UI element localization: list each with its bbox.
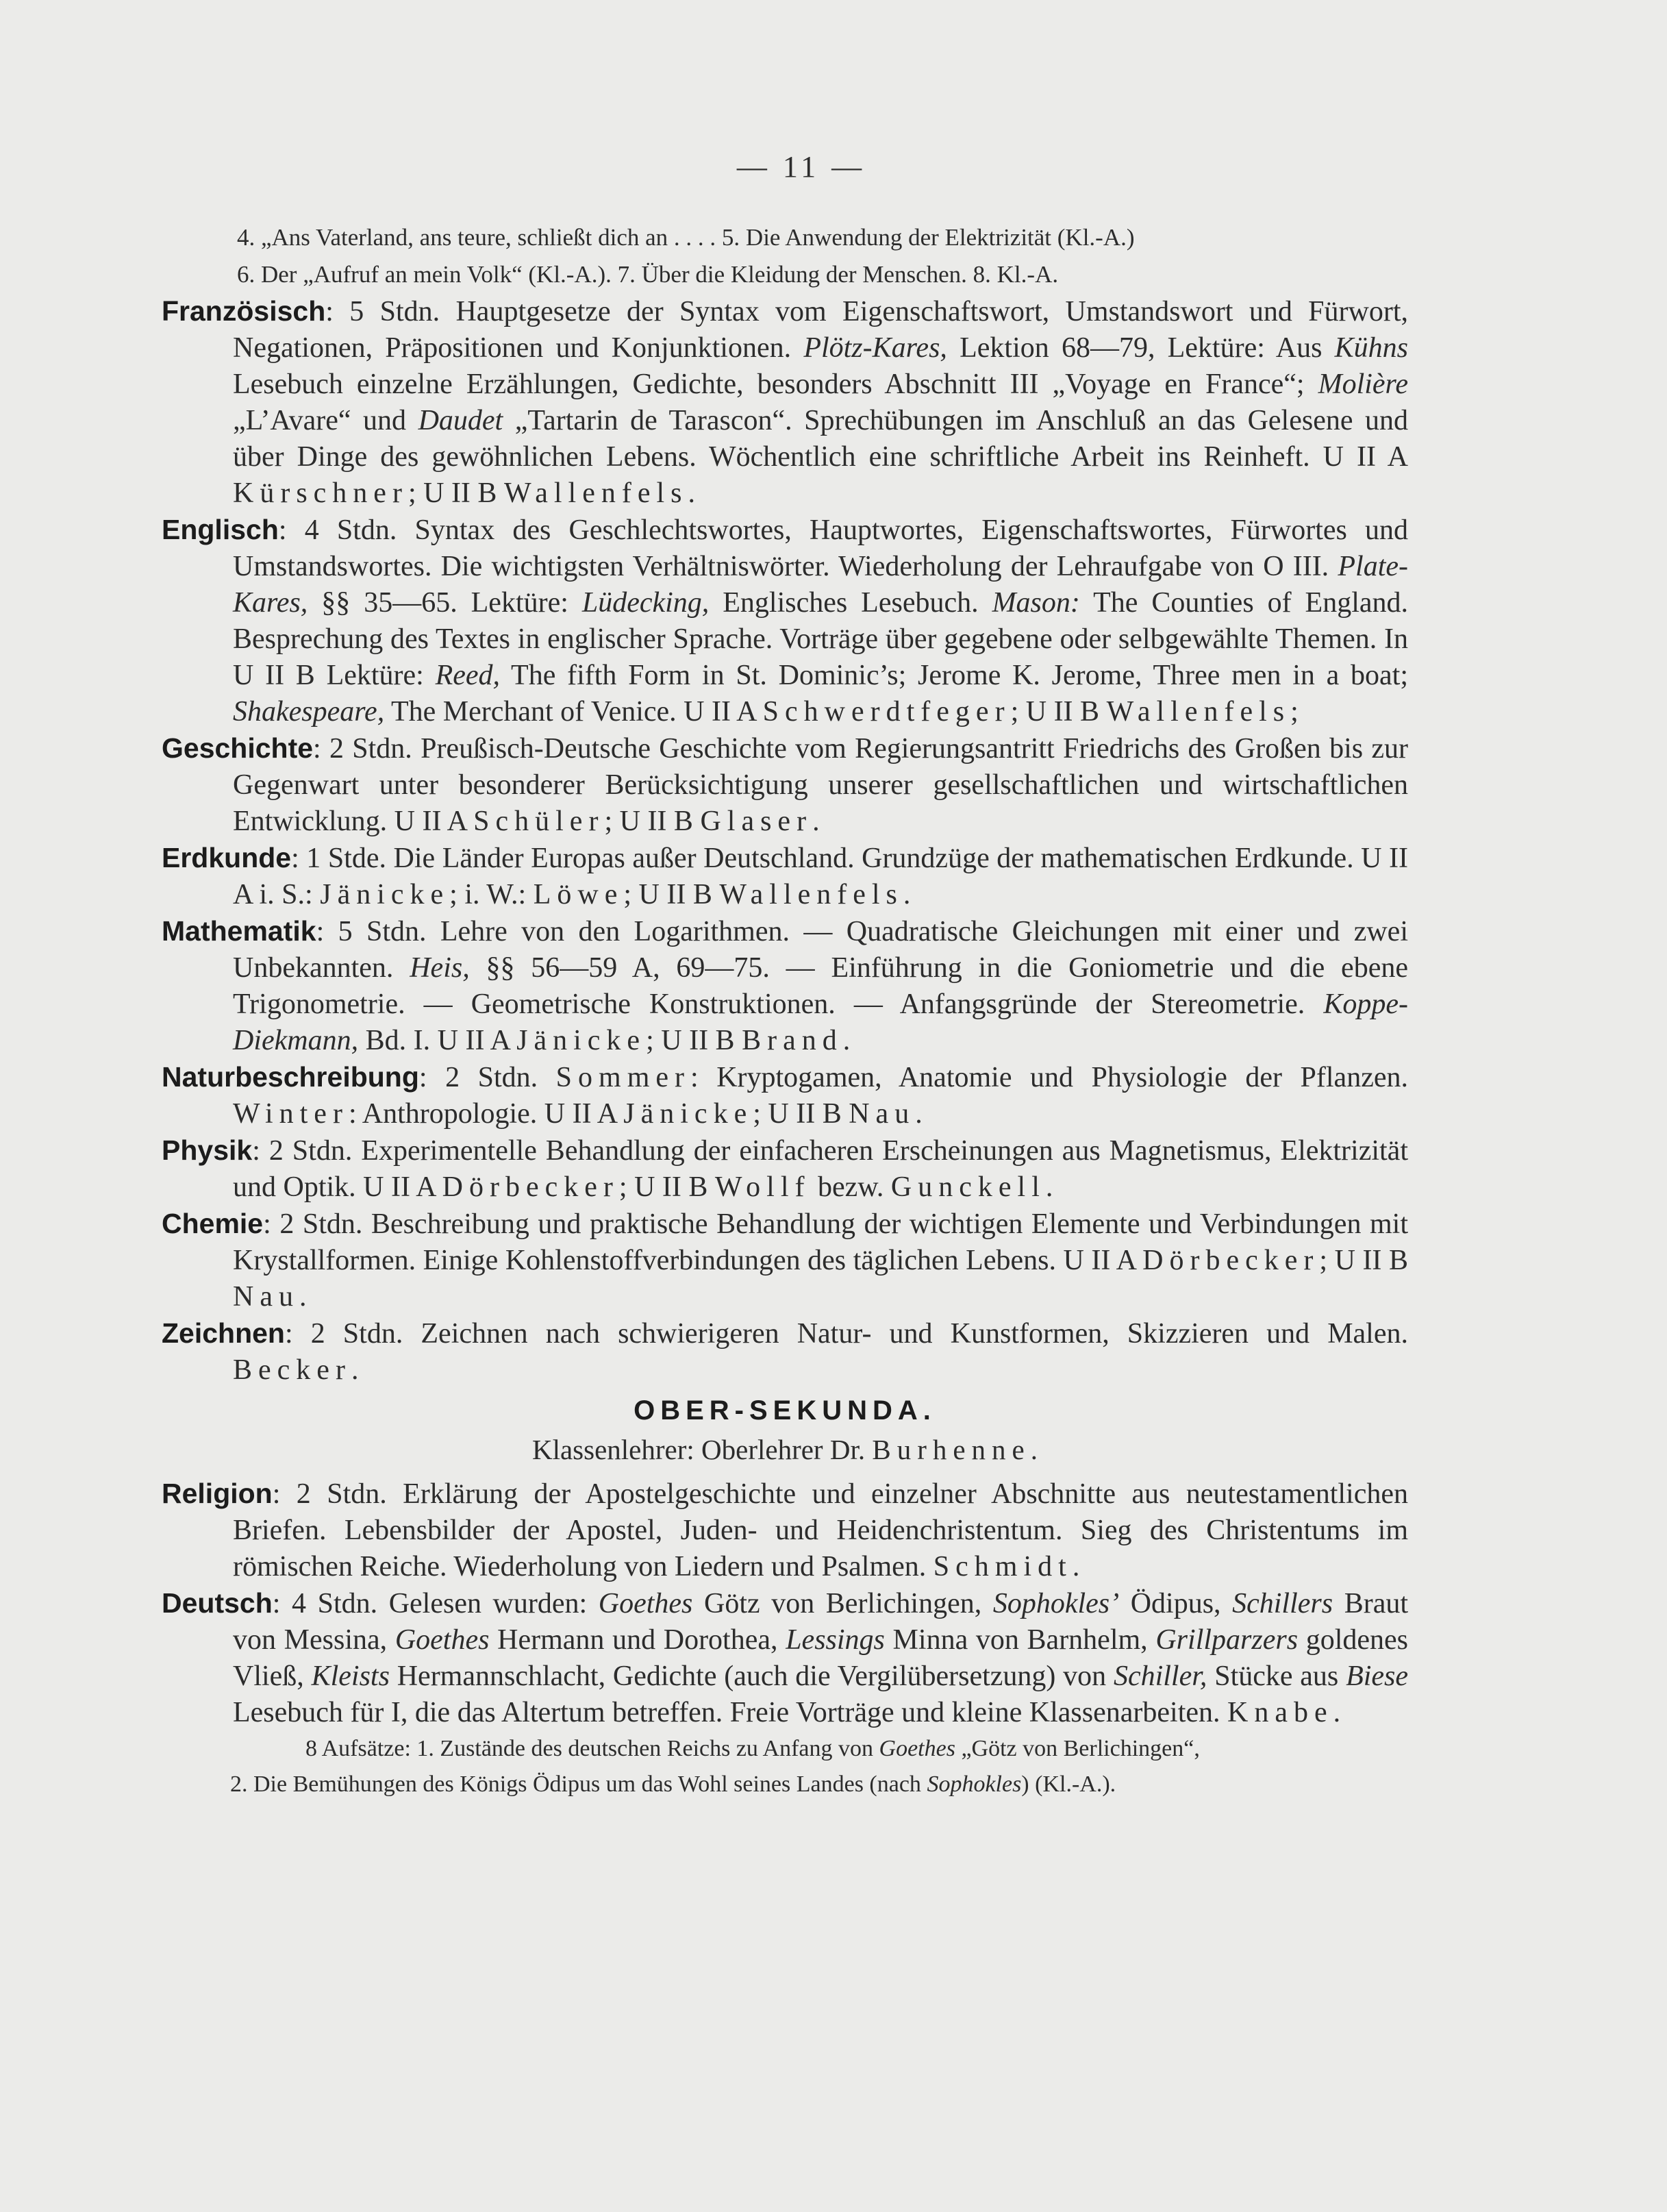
author-ref: Heis, bbox=[410, 952, 470, 984]
subject-text: Stücke aus bbox=[1207, 1661, 1346, 1692]
subject-text: bezw. bbox=[810, 1171, 891, 1203]
author-ref: Kühns bbox=[1334, 332, 1408, 364]
footnote-text: ) (Kl.-A.). bbox=[1021, 1772, 1116, 1797]
teacher-name: Wollf bbox=[714, 1171, 811, 1203]
punctuation: . bbox=[1030, 1434, 1038, 1465]
subject-name: Zeichnen bbox=[162, 1317, 285, 1349]
author-ref: Koppe-Diekmann, bbox=[233, 989, 1408, 1056]
author-ref: Molière bbox=[1318, 369, 1408, 400]
author-ref: Schiller, bbox=[1113, 1661, 1207, 1692]
subject-name: Physik bbox=[162, 1134, 253, 1166]
teacher-name: Kürschner bbox=[233, 477, 408, 509]
author-ref: Daudet bbox=[418, 405, 503, 436]
season-label: Sommer bbox=[555, 1062, 690, 1093]
subject-text: Englisches Lesebuch. bbox=[709, 587, 992, 619]
subject-text: §§ 56—59 A, 69—75. — Einführung in die Goniometrie und die ebene Trigonometrie. — Geometrische Konstruktionen. — Anfangsgründe der Stereometrie. bbox=[233, 952, 1408, 1020]
subject-text: : Kryptogamen, Anatomie und Physiologie der Pflanzen. bbox=[690, 1062, 1408, 1093]
subject-text: : 5 Stdn. Lehre von den Logarithmen. — Quadratische Gleichungen mit einer und zwei Unbekannten. bbox=[233, 916, 1408, 984]
footnote-line bbox=[162, 1767, 1408, 1802]
teacher-name: Nau bbox=[849, 1098, 916, 1130]
subject-text: : 5 Stdn. Hauptgesetze der Syntax vom Eigenschaftswort, Umstandswort und Fürwort, Negationen, Präpositionen und Konjunktionen. bbox=[233, 296, 1408, 364]
section-heading: OBER-SEKUNDA. bbox=[634, 1395, 936, 1426]
subject-text: : 4 Stdn. Syntax des Geschlechtswortes, Hauptwortes, Eigenschaftswortes, Fürwortes und Umstandswortes. Die wichtigsten Verhältniswörter. Wiederholung der Lehraufgabe von O III. bbox=[233, 514, 1408, 582]
subject-text: Götz von Berlichingen, bbox=[692, 1588, 993, 1619]
teacher-name: Glaser bbox=[700, 806, 813, 837]
subject-text: Minna von Barnhelm, bbox=[884, 1624, 1156, 1656]
teacher-name: Jänicke bbox=[516, 1025, 647, 1056]
footnote-line bbox=[162, 1731, 1408, 1767]
subject-zeichnen bbox=[162, 1315, 1408, 1389]
subject-text: . bbox=[1333, 1697, 1341, 1728]
teacher-name: Dörbecker bbox=[442, 1171, 619, 1203]
subject-text: . bbox=[915, 1098, 923, 1130]
teacher-name: Becker bbox=[233, 1354, 351, 1386]
subject-text: . bbox=[351, 1354, 359, 1386]
subject-englisch bbox=[162, 512, 1408, 730]
page-number: — 11 — bbox=[736, 150, 866, 184]
subject-chemie bbox=[162, 1206, 1408, 1315]
subject-text: . bbox=[842, 1025, 851, 1056]
subject-text: ; U II B bbox=[604, 806, 701, 837]
subject-name: Naturbeschreibung bbox=[162, 1061, 419, 1093]
subject-geschichte bbox=[162, 730, 1408, 840]
subject-text: : 2 Stdn. Preußisch-Deutsche Geschichte vom Regierungsantritt Friedrichs des Großen bis zur Gegenwart unter besonderer Berücksichtigung unserer gesellschaftlichen und wirtschaftlichen Entwicklung. U II A bbox=[233, 733, 1408, 837]
subject-text: : 2 Stdn. Erklärung der Apostelgeschichte und einzelner Abschnitte aus neutestamentlichen Briefen. Lebensbilder der Apostel, Juden- und Heidenchristentum. Sieg des Christentums im römischen Reiche. Wiederholung von Liedern und Psalmen. bbox=[233, 1478, 1408, 1582]
subject-text: : 2 Stdn. Beschreibung und praktische Behandlung der wichtigen Elemente und Verbindungen mit Krystallformen. Einige Kohlenstoffverbindungen des täglichen Lebens. U II A bbox=[233, 1208, 1408, 1276]
author-ref: Shakespeare, bbox=[233, 696, 385, 728]
subject-text: . bbox=[688, 477, 695, 509]
subject-text: : 2 Stdn. bbox=[418, 1062, 556, 1093]
author-ref: Goethes bbox=[394, 1624, 490, 1656]
subject-text: . bbox=[1045, 1171, 1053, 1203]
author-ref: Mason: bbox=[992, 587, 1080, 619]
author-ref: Goethes bbox=[598, 1588, 693, 1619]
teacher-name: Jänicke bbox=[320, 879, 450, 910]
teacher-name: Schüler bbox=[473, 806, 605, 837]
subject-name: Religion bbox=[162, 1478, 273, 1509]
subject-text: ; U II B bbox=[618, 1171, 715, 1203]
teacher-name: Wallenfels bbox=[503, 477, 688, 509]
author-ref: Grillparzers bbox=[1155, 1624, 1299, 1656]
subject-text: „L’Avare“ und bbox=[233, 405, 418, 436]
subject-name: Englisch bbox=[162, 514, 279, 545]
subject-text: : 2 Stdn. Experimentelle Behandlung der einfacheren Erscheinungen aus Magnetismus, Elektrizität und Optik. U II A bbox=[233, 1135, 1408, 1203]
subject-text: Hermann und Dorothea, bbox=[489, 1624, 786, 1656]
subject-text: : 1 Stde. Die Länder Europas außer Deutschland. Grundzüge der mathematischen Erdkunde. U II A i. S.: bbox=[233, 843, 1408, 910]
subject-text: §§ 35—65. Lektüre: bbox=[308, 587, 582, 619]
author-ref: Goethes bbox=[879, 1736, 955, 1761]
teacher-name: Burhenne bbox=[872, 1434, 1031, 1465]
teacher-name: Wallenfels bbox=[1106, 696, 1291, 728]
subject-name: Deutsch bbox=[162, 1587, 273, 1619]
teacher-name: Jänicke bbox=[623, 1098, 753, 1130]
subject-text: : Anthropologie. U II A bbox=[348, 1098, 624, 1130]
teacher-name: Brand bbox=[742, 1025, 843, 1056]
subject-text: . bbox=[903, 879, 911, 910]
author-ref: Lüdecking, bbox=[581, 587, 710, 619]
subject-text: The Counties of England. Besprechung des Textes in englischer Sprache. Vorträge über gegebene oder selbgewählte Themen. In U II B Lektüre: bbox=[233, 587, 1409, 691]
teacher-name: Knabe bbox=[1227, 1697, 1333, 1728]
subject-text: ; U II B bbox=[646, 1025, 742, 1056]
teacher-name: Schwerdtfeger bbox=[762, 696, 1011, 728]
subject-text: Braut von Messina, bbox=[233, 1588, 1409, 1656]
author-ref: Biese bbox=[1346, 1661, 1409, 1692]
intro-line: 4. „Ans Vaterland, ans teure, schließt dich an . . . . 5. Die Anwendung der Elektrizität (Kl.-A.) bbox=[237, 224, 1135, 251]
subject-text: The fifth Form in St. Dominic’s; Jerome K. Jerome, Three men in a boat; bbox=[500, 660, 1408, 691]
subject-text: ; U II B bbox=[753, 1098, 849, 1130]
author-ref: Plötz-Kares, bbox=[803, 332, 947, 364]
subject-text: : 4 Stdn. Gelesen wurden: bbox=[272, 1588, 599, 1619]
author-ref: Kleists bbox=[311, 1661, 390, 1692]
subject-text: Bd. I. U II A bbox=[358, 1025, 517, 1056]
teacher-name: Wallenfels bbox=[719, 879, 903, 910]
subject-naturbeschreibung bbox=[162, 1059, 1408, 1132]
subject-text: ; U II B bbox=[1319, 1245, 1408, 1276]
subject-text: ; i. W.: bbox=[449, 879, 534, 910]
footnote-text: 2. Die Bemühungen des Königs Ödipus um das Wohl seines Landes (nach bbox=[230, 1772, 927, 1797]
subject-text: . bbox=[299, 1281, 307, 1313]
subject-text: : 2 Stdn. Zeichnen nach schwierigeren Natur- und Kunstformen, Skizzieren und Malen. bbox=[284, 1318, 1408, 1350]
subject-name: Französisch bbox=[162, 295, 326, 327]
subject-text: Lesebuch für I, die das Altertum betreffen. Freie Vorträge und kleine Klassenarbeiten. bbox=[233, 1697, 1228, 1728]
class-teacher-line bbox=[162, 1433, 1408, 1466]
teacher-name: Gunckell bbox=[890, 1171, 1046, 1203]
footnote-text: 8 Aufsätze: 1. Zustände des deutschen Reichs zu Anfang von bbox=[305, 1736, 879, 1761]
teacher-name: Nau bbox=[233, 1281, 299, 1313]
subject-physik bbox=[162, 1132, 1408, 1206]
subject-text: . bbox=[1072, 1551, 1080, 1582]
subject-name: Geschichte bbox=[162, 732, 314, 764]
subject-text: goldenes Vließ, bbox=[233, 1624, 1409, 1692]
subject-name: Mathematik bbox=[162, 915, 316, 947]
subject-text: Lesebuch einzelne Erzählungen, Gedichte, besonders Abschnitt III „Voyage en France“; bbox=[233, 369, 1318, 400]
season-label: Winter bbox=[233, 1098, 349, 1130]
teacher-name: Löwe bbox=[533, 879, 624, 910]
subject-text: ; bbox=[1290, 696, 1299, 728]
footnote-text: „Götz von Berlichingen“, bbox=[955, 1736, 1200, 1761]
subject-text: The Merchant of Venice. U II A bbox=[384, 696, 763, 728]
subject-name: Erdkunde bbox=[162, 842, 292, 873]
page-content bbox=[162, 219, 1408, 1802]
subject-erdkunde bbox=[162, 840, 1408, 913]
class-teacher-label: Klassenlehrer: Oberlehrer Dr. bbox=[531, 1434, 873, 1465]
author-ref: Sophokles bbox=[927, 1772, 1022, 1797]
subject-text: Hermannschlacht, Gedichte (auch die Vergilübersetzung) von bbox=[389, 1661, 1114, 1692]
subject-text: ; U II B bbox=[408, 477, 504, 509]
author-ref: Lessings bbox=[786, 1624, 885, 1656]
author-ref: Reed, bbox=[435, 660, 501, 691]
subject-deutsch bbox=[162, 1585, 1408, 1731]
subject-text: Ödipus, bbox=[1119, 1588, 1233, 1619]
subject-text: ; U II B bbox=[1010, 696, 1107, 728]
teacher-name: Dörbecker bbox=[1142, 1245, 1320, 1276]
subject-text: „Tartarin de Tarascon“. Sprechübungen im Anschluß an das Gelesene und über Dinge des gewöhnlichen Lebens. Wöchentlich eine schriftliche Arbeit ins Reinheft. U II A bbox=[233, 405, 1408, 473]
subject-religion bbox=[162, 1476, 1408, 1585]
teacher-name: Schmidt bbox=[933, 1551, 1073, 1582]
author-ref: Sophokles’ bbox=[992, 1588, 1120, 1619]
subject-text: ; U II B bbox=[623, 879, 720, 910]
subject-text: Lektion 68—79, Lektüre: Aus bbox=[947, 332, 1335, 364]
subject-mathematik bbox=[162, 913, 1408, 1059]
subject-name: Chemie bbox=[162, 1208, 264, 1239]
intro-line: 6. Der „Aufruf an mein Volk“ (Kl.-A.). 7. Über die Kleidung der Menschen. 8. Kl.-A. bbox=[237, 261, 1059, 288]
subject-franzoesisch bbox=[162, 293, 1408, 512]
author-ref: Schillers bbox=[1232, 1588, 1333, 1619]
subject-text: . bbox=[812, 806, 820, 837]
author-ref: Plate-Kares, bbox=[233, 551, 1408, 619]
